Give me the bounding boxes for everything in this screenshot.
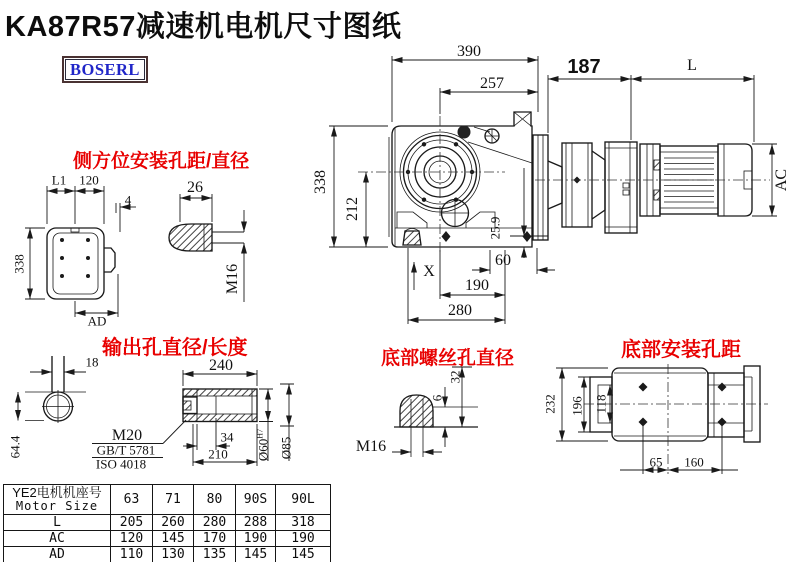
dim-M16-plug: M16: [224, 263, 241, 295]
table-cell: 190: [236, 531, 276, 547]
table-cell: 110: [111, 547, 153, 562]
dim-L1: L1: [51, 172, 67, 188]
row-label: AD: [4, 547, 111, 562]
dim-6: 6: [429, 394, 445, 402]
dim-120: 120: [79, 172, 99, 188]
section-label-side-mount: 侧方位安装孔距/直径: [73, 151, 250, 172]
dim-AC: AC: [773, 168, 790, 192]
table-cell: 145: [153, 531, 194, 547]
section-label-bottom-screw: 底部螺丝孔直径: [381, 348, 515, 369]
section-label-bottom-mount: 底部安装孔距: [621, 339, 741, 361]
table-row-AD: [4, 547, 331, 562]
table-header-cell: 90L: [276, 485, 331, 515]
dim-diameter-85: Ø85: [278, 436, 294, 460]
table-cell: 288: [236, 515, 276, 531]
dim-160: 160: [684, 454, 704, 470]
table-cell: 135: [194, 547, 236, 562]
dim-64-4: 64.4: [7, 435, 23, 459]
dim-34: 34: [220, 429, 234, 445]
table-cell: 318: [276, 515, 331, 531]
bottom-screw-view: [392, 367, 478, 457]
dim-338-main: 338: [312, 170, 329, 194]
dim-M20: M20: [111, 427, 143, 444]
table-cell: 205: [111, 515, 153, 531]
dim-196: 196: [569, 396, 585, 416]
dim-iso-4018: ISO 4018: [95, 456, 147, 472]
dim-257: 257: [480, 75, 504, 92]
table-header-row: [4, 485, 331, 515]
table-row-AC: [4, 531, 331, 547]
main-view: [329, 56, 777, 324]
dim-4: 4: [124, 192, 132, 208]
dim-118: 118: [593, 394, 609, 414]
dim-240: 240: [209, 357, 233, 374]
dim-shaft-diameter-60: $Ø60^{H7}$: [255, 428, 271, 462]
dim-232: 232: [542, 394, 558, 414]
row-label: AC: [4, 531, 111, 547]
table-header-cell: 80: [194, 485, 236, 515]
table-cell: 120: [111, 531, 153, 547]
dim-gbt-5781: GB/T 5781: [96, 442, 156, 458]
table-cell: 145: [236, 547, 276, 562]
dim-60: 60: [495, 252, 511, 269]
side-mount-view: [25, 186, 136, 317]
output-shaft-view: [18, 356, 294, 466]
table-header-motor-size: YE2电机机座号 Motor Size: [4, 485, 111, 515]
table-header-cell: 63: [111, 485, 153, 515]
dim-187: 187: [567, 56, 601, 78]
dim-338-side: 338: [11, 254, 27, 274]
row-label: L: [4, 515, 111, 531]
table-cell: 145: [276, 547, 331, 562]
boserl-logo: [62, 56, 148, 83]
section-label-output: 输出孔直径/长度: [102, 337, 248, 359]
dim-X-mark: X: [423, 263, 435, 280]
dim-18: 18: [85, 354, 99, 370]
table-header-cell: 71: [153, 485, 194, 515]
dim-210: 210: [208, 446, 228, 462]
dim-212: 212: [344, 197, 361, 221]
dim-65: 65: [649, 454, 663, 470]
page-title: KA87R57减速机电机尺寸图纸: [5, 11, 402, 43]
boserl-logo-text: BOSERL: [65, 59, 145, 80]
dim-25-9: 25.9: [487, 216, 503, 240]
dim-190: 190: [465, 277, 489, 294]
dim-32: 32: [447, 370, 463, 384]
dim-280: 280: [448, 302, 472, 319]
dim-390: 390: [457, 43, 481, 60]
table-cell: 130: [153, 547, 194, 562]
table-header-cell: 90S: [236, 485, 276, 515]
motor-size-table: [3, 484, 331, 562]
table-cell: 280: [194, 515, 236, 531]
dim-AD: AD: [87, 313, 107, 329]
dim-L: L: [687, 57, 697, 74]
table-cell: 260: [153, 515, 194, 531]
dim-26: 26: [187, 179, 203, 196]
table-row-L: [4, 515, 331, 531]
table-cell: 170: [194, 531, 236, 547]
table-cell: 190: [276, 531, 331, 547]
dim-M16-bottom: M16: [355, 438, 387, 455]
